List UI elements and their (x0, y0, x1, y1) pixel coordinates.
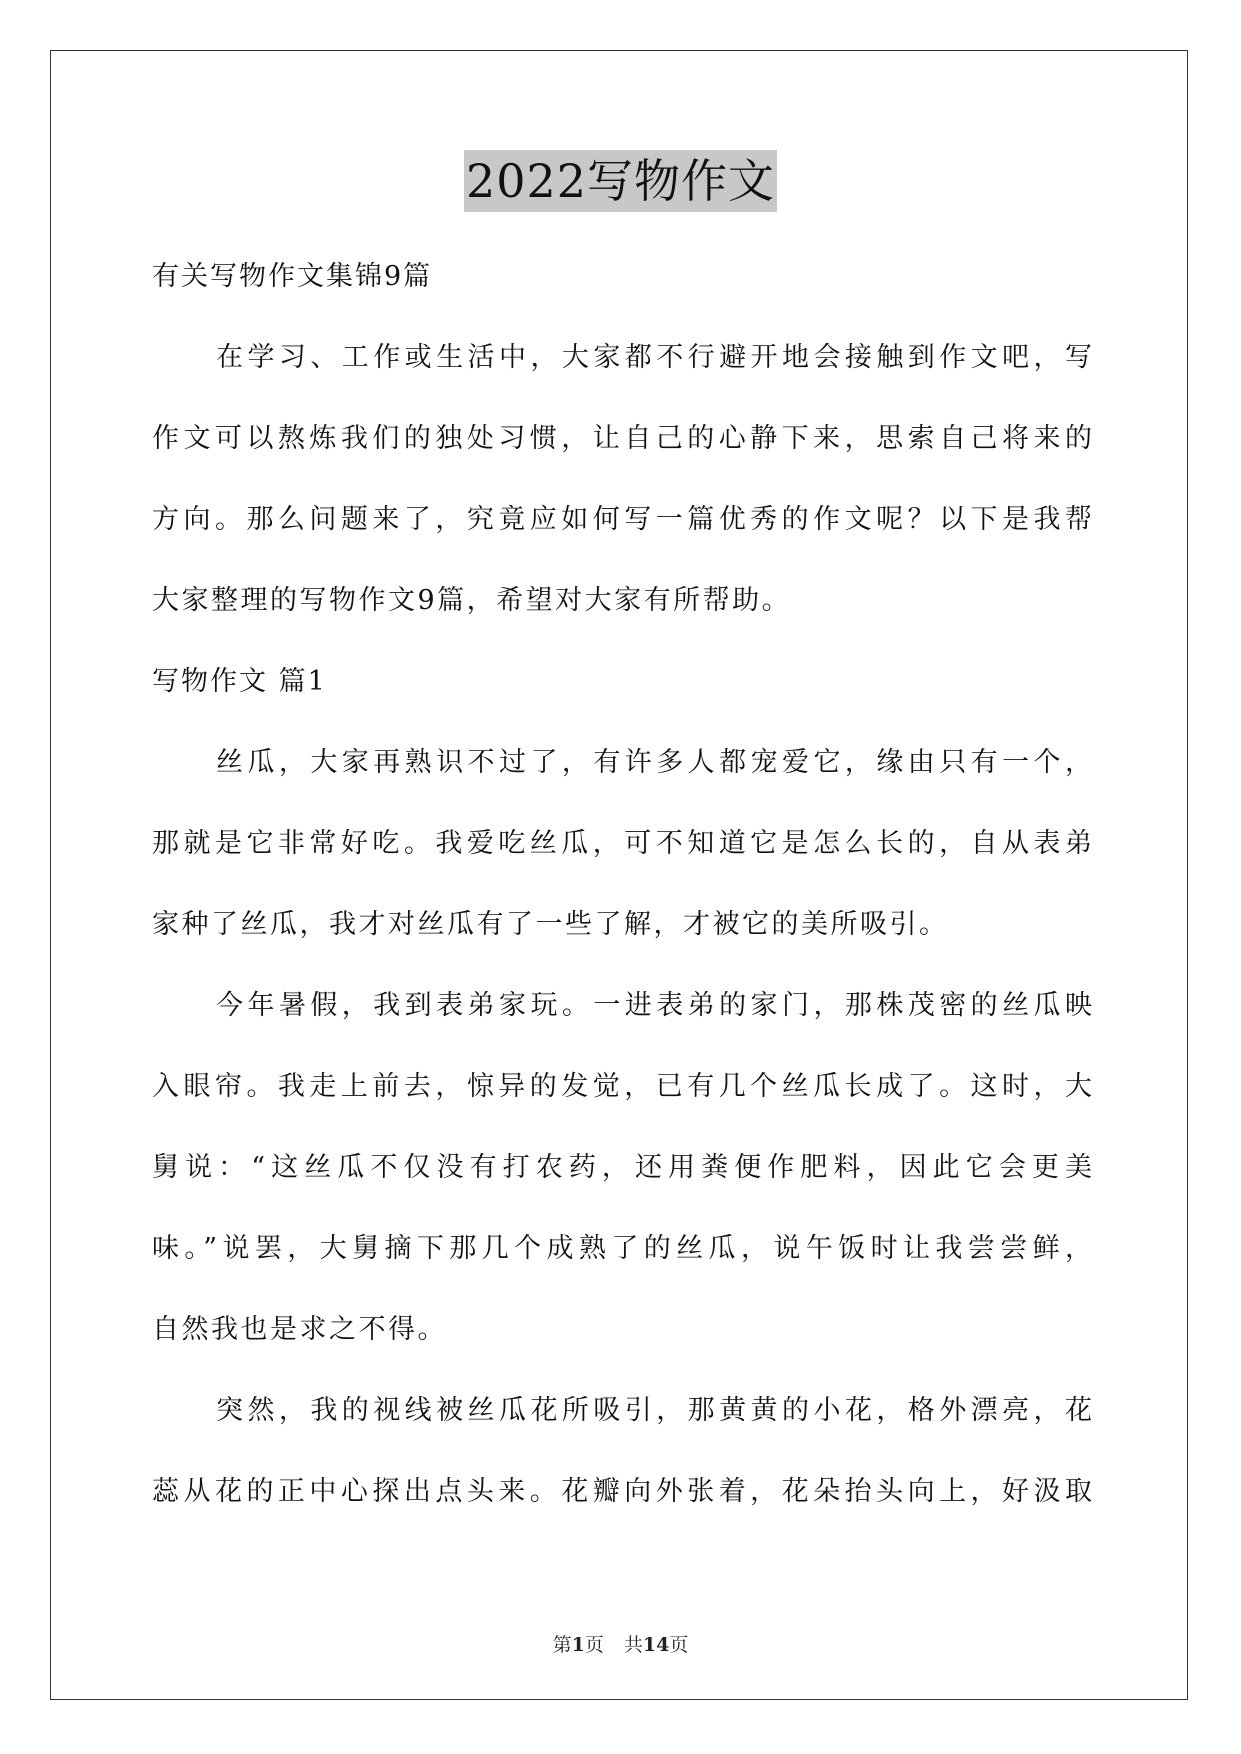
footer-page-number: 1 (571, 1634, 585, 1656)
paragraph-line: 味。”说罢，大舅摘下那几个成熟了的丝瓜，说午饭时让我尝尝鲜， (152, 1233, 1092, 1264)
footer-total-pages: 14 (642, 1634, 670, 1656)
footer-prefix: 第 (552, 1634, 572, 1656)
paragraph-line: 那就是它非常好吃。我爱吃丝瓜，可不知道它是怎么长的，自从表弟 (152, 828, 1092, 859)
paragraph-line: 今年暑假，我到表弟家玩。一进表弟的家门，那株茂密的丝瓜映 (216, 990, 1092, 1021)
page-footer (0, 1630, 1241, 1657)
footer-total-suffix: 页 (669, 1634, 689, 1656)
section-heading: 写物作文 篇1 (152, 666, 327, 697)
paragraph-line: 入眼帘。我走上前去，惊异的发觉，已有几个丝瓜长成了。这时，大 (152, 1071, 1092, 1102)
paragraph-line: 家种了丝瓜，我才对丝瓜有了一些了解，才被它的美所吸引。 (152, 909, 949, 940)
paragraph-line: 方向。那么问题来了，究竟应如何写一篇优秀的作文呢？以下是我帮 (152, 504, 1092, 535)
paragraph-line: 作文可以熬炼我们的独处习惯，让自己的心静下来，思索自己将来的 (152, 423, 1092, 454)
document-title: 2022写物作文 (464, 150, 777, 212)
paragraph-line: 蕊从花的正中心探出点头来。花瓣向外张着，花朵抬头向上，好汲取 (152, 1476, 1092, 1507)
footer-page-suffix: 页 (584, 1634, 604, 1656)
paragraph-line: 突然，我的视线被丝瓜花所吸引，那黄黄的小花，格外漂亮，花 (216, 1395, 1092, 1426)
paragraph-line: 在学习、工作或生活中，大家都不行避开地会接触到作文吧，写 (216, 342, 1092, 373)
footer-total-prefix: 共 (623, 1634, 643, 1656)
paragraph-line: 丝瓜，大家再熟识不过了，有许多人都宠爱它，缘由只有一个， (216, 747, 1092, 778)
paragraph-line: 舅说：“这丝瓜不仅没有打农药，还用粪便作肥料，因此它会更美 (152, 1152, 1092, 1183)
paragraph-line: 大家整理的写物作文9篇，希望对大家有所帮助。 (152, 585, 792, 616)
title-container (0, 150, 1241, 212)
document-body (152, 236, 1092, 1532)
subtitle-line: 有关写物作文集锦9篇 (152, 261, 433, 292)
paragraph-line: 自然我也是求之不得。 (152, 1314, 447, 1345)
